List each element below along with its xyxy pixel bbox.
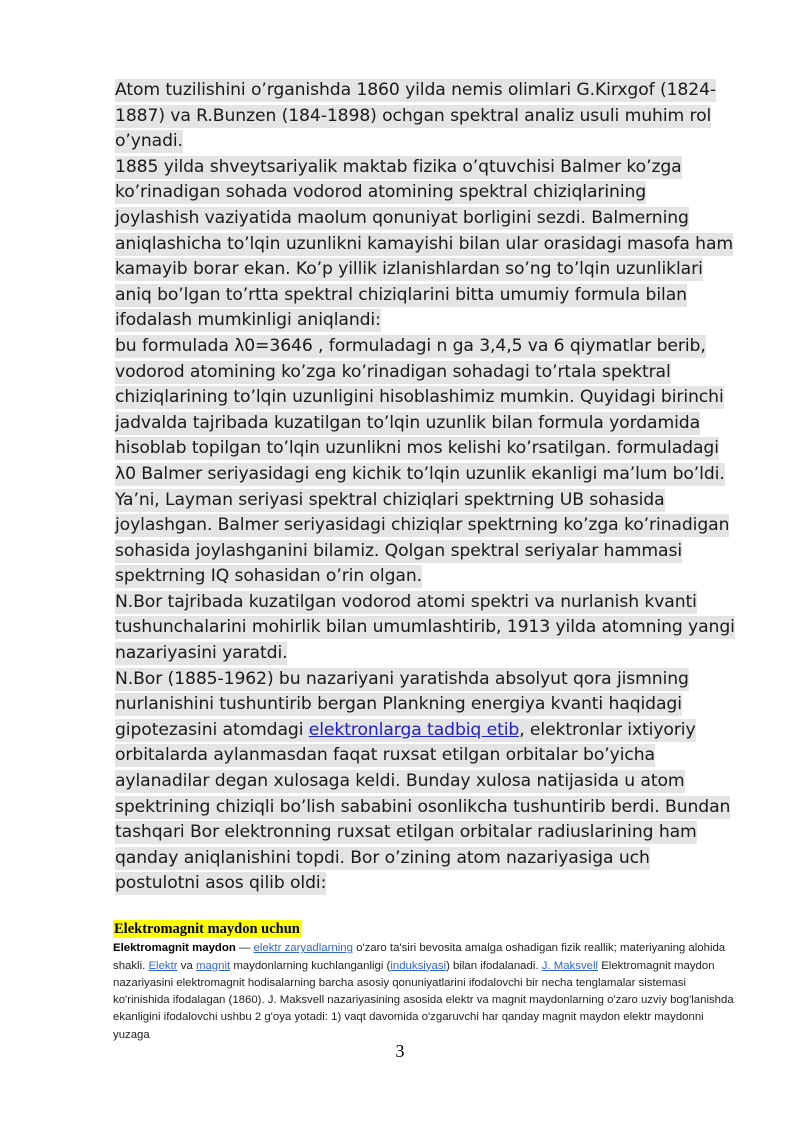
body-text-1: — xyxy=(235,942,254,955)
section-heading: Elektromagnit maydon uchun xyxy=(114,921,300,937)
paragraph-1-text: Atom tuzilishini o’rganishda 1860 yilda nemis olimlari G.Kirxgof (1824-1887) va R.Bunzen (184-1898) ochgan spektral analiz usuli muhim rol o’ynadi. xyxy=(115,80,717,152)
paragraph-4-text: N.Bor tajribada kuzatilgan vodorod atomi spektri va nurlanish kvanti tushunchalarini mohirlik bilan umumlashtirib, 1913 yilda atomning yangi nazariyasini yaratdi. xyxy=(115,591,735,664)
body-text-4: maydonlarning kuchlanganligi ( xyxy=(230,959,391,972)
paragraph-4 xyxy=(115,590,735,667)
body-text-5: ) bilan ifodalanadi. xyxy=(446,959,542,972)
elektronlarga-tadbiq-link[interactable]: elektronlarga tadbiq etib xyxy=(308,719,520,740)
section-body xyxy=(113,940,738,1044)
secondary-excerpt xyxy=(113,920,738,1044)
term-bold: Elektromagnit maydon xyxy=(113,942,236,955)
link-induksiyasi[interactable]: induksiyasi xyxy=(390,959,447,972)
link-elektr[interactable]: Elektr xyxy=(148,959,178,972)
paragraph-2 xyxy=(115,155,735,334)
paragraph-5-text-end: , elektronlar ixtiyoriy orbitalarda aylanmasdan faqat ruxsat etilgan orbitalar bo’yicha aylanadilar degan xulosaga keldi. Bunday xulosa natijasida u atom spektrining chiziqli bo’lish sababini osonlikcha tushuntirib berdi. Bundan tashqari Bor elektronning ruxsat etilgan orbitalar radiuslarining ham qanday aniqlanishini topdi. Bor o’zining atom nazariyasiga uch postulotni asos qilib oldi: xyxy=(115,719,731,894)
paragraph-1 xyxy=(115,78,735,155)
main-text-block xyxy=(115,78,735,897)
paragraph-3-text: bu formulada λ0=3646 , formuladagi n ga 3,4,5 va 6 qiymatlar berib, vodorod atomining ko’zga ko’rinadigan sohadagi to’rtala spektral chiziqlarining to’lqin uzunligini hisoblashimiz mumkin. Quyidagi birinchi jadvalda tajribada kuzatilgan to’lqin uzunlik bilan formula yordamida hisoblab topilgan to’lqin uzunlikni mos kelishi ko’rsatilgan. formuladagi λ0 Balmer seriyasidagi eng kichik to’lqin uzunlik ekanligi ma’lum bo’ldi. Ya’ni, Layman seriyasi spektral chiziqlari spektrning UB sohasida joylashgan. Balmer seriyasidagi chiziqlar spektrning ko’zga ko’rinadigan sohasida joylashganini bilamiz. Qolgan spektral seriyalar hammasi spektrning IQ sohasidan o’rin olgan. xyxy=(115,335,730,587)
paragraph-5 xyxy=(115,667,735,897)
page-number: 3 xyxy=(395,1041,405,1061)
paragraph-3 xyxy=(115,334,735,590)
paragraph-5-text-start: N.Bor (1885-1962) bu nazariyani yaratishda absolyut qora jismning nurlanishini tushuntirib bergan Plankning energiya kvanti haqidagi gipotezasini atomdagi xyxy=(115,668,689,740)
paragraph-2-text: 1885 yilda shveytsariyalik maktab fizika o’qtuvchisi Balmer ko’zga ko’rinadigan sohada vodorod atomining spektral chiziqlarining joylashish vaziyatida maolum qonuniyat borligini sezdi. Balmerning aniqlashicha to’lqin uzunlikni kamayishi bilan ular orasidagi masofa ham kamayib borar ekan. Ko’p yillik izlanishlardan so’ng to’lqin uzunliklari aniq bo’lgan to’rtta spektral chiziqlarini bitta umumiy formula bilan ifodalash mumkinligi aniqlandi: xyxy=(115,156,734,331)
body-text-6: Elektromagnit maydon nazariyasini elektromagnit hodisalarning barcha asosiy qonuniyatlarini ifodalovchi bir necha tenglamalar sistemasi ko'rinishida ifodalagan (1860). J. Maksvell nazariyasining asosida elektr va magnit maydonlarning o'zaro uzviy bog'lanishda ekanligini ifodalovchi ushbu 2 g'oya yotadi: 1) vaqt davomida o'zgaruvchi har qanday magnit maydon elektr maydonni yuzaga xyxy=(113,959,734,1041)
link-magnit[interactable]: magnit xyxy=(195,959,231,972)
link-j-maksvell[interactable]: J. Maksvell xyxy=(541,959,599,972)
link-elektr-zaryadlarning[interactable]: elektr zaryadlarning xyxy=(253,942,353,955)
body-text-2: o'zaro ta'siri bevosita amalga oshadigan fizik reallik; materiyaning alohida shakli. xyxy=(113,942,726,972)
body-text-3: va xyxy=(177,959,196,972)
